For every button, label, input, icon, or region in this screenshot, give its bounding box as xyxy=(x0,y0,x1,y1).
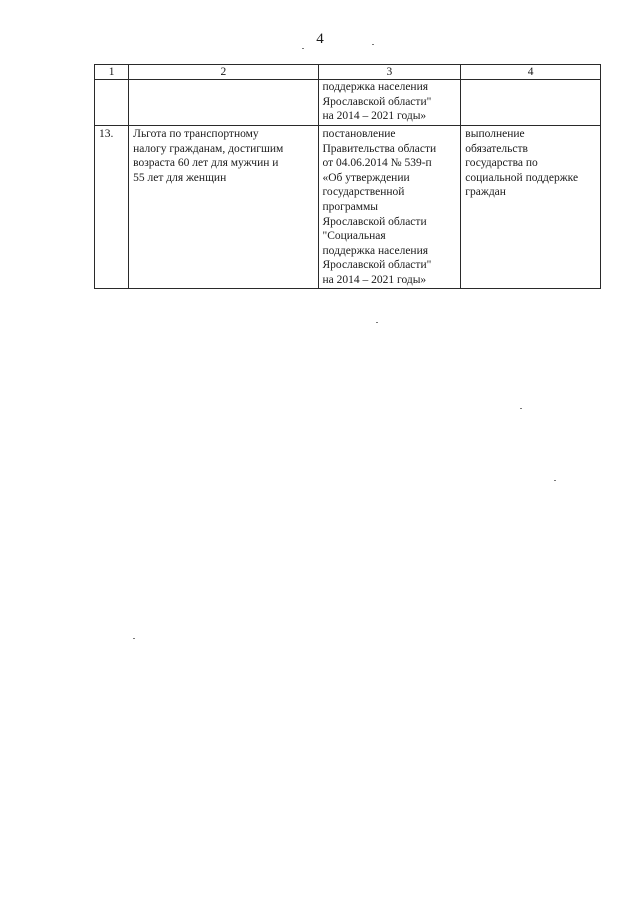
page-number: 4 xyxy=(316,31,324,47)
table-cell xyxy=(129,80,318,126)
legal-document: постановление Правительства области от 04.06.2014 № 539-п «Об утверждении государственной программы Ярославской области "Социальная поддержка населения Ярославской области" на 2014 – 2021 годы» xyxy=(318,126,461,289)
table-cell xyxy=(461,80,601,126)
scan-speck xyxy=(372,44,374,45)
benefits-table xyxy=(94,64,601,289)
table-cell xyxy=(95,80,129,126)
table-row-continuation xyxy=(95,80,601,126)
scan-speck xyxy=(302,48,304,49)
scan-speck xyxy=(554,480,556,481)
benefit-purpose: выполнение обязательств государства по социальной поддержке граждан xyxy=(461,126,601,289)
table-row xyxy=(95,126,601,289)
benefit-description: Льгота по транспортному налогу гражданам, достигшим возраста 60 лет для мужчин и 55 лет для женщин xyxy=(129,126,318,289)
column-header-3: 3 xyxy=(318,65,461,80)
scan-speck xyxy=(520,408,522,409)
row-number: 13. xyxy=(95,126,129,289)
table-cell-document-continuation: поддержка населения Ярославской области" на 2014 – 2021 годы» xyxy=(318,80,461,126)
column-header-4: 4 xyxy=(461,65,601,80)
scan-speck xyxy=(133,638,135,639)
column-header-2: 2 xyxy=(129,65,318,80)
scan-speck xyxy=(376,322,378,323)
column-header-1: 1 xyxy=(95,65,129,80)
table-header-row xyxy=(95,65,601,80)
